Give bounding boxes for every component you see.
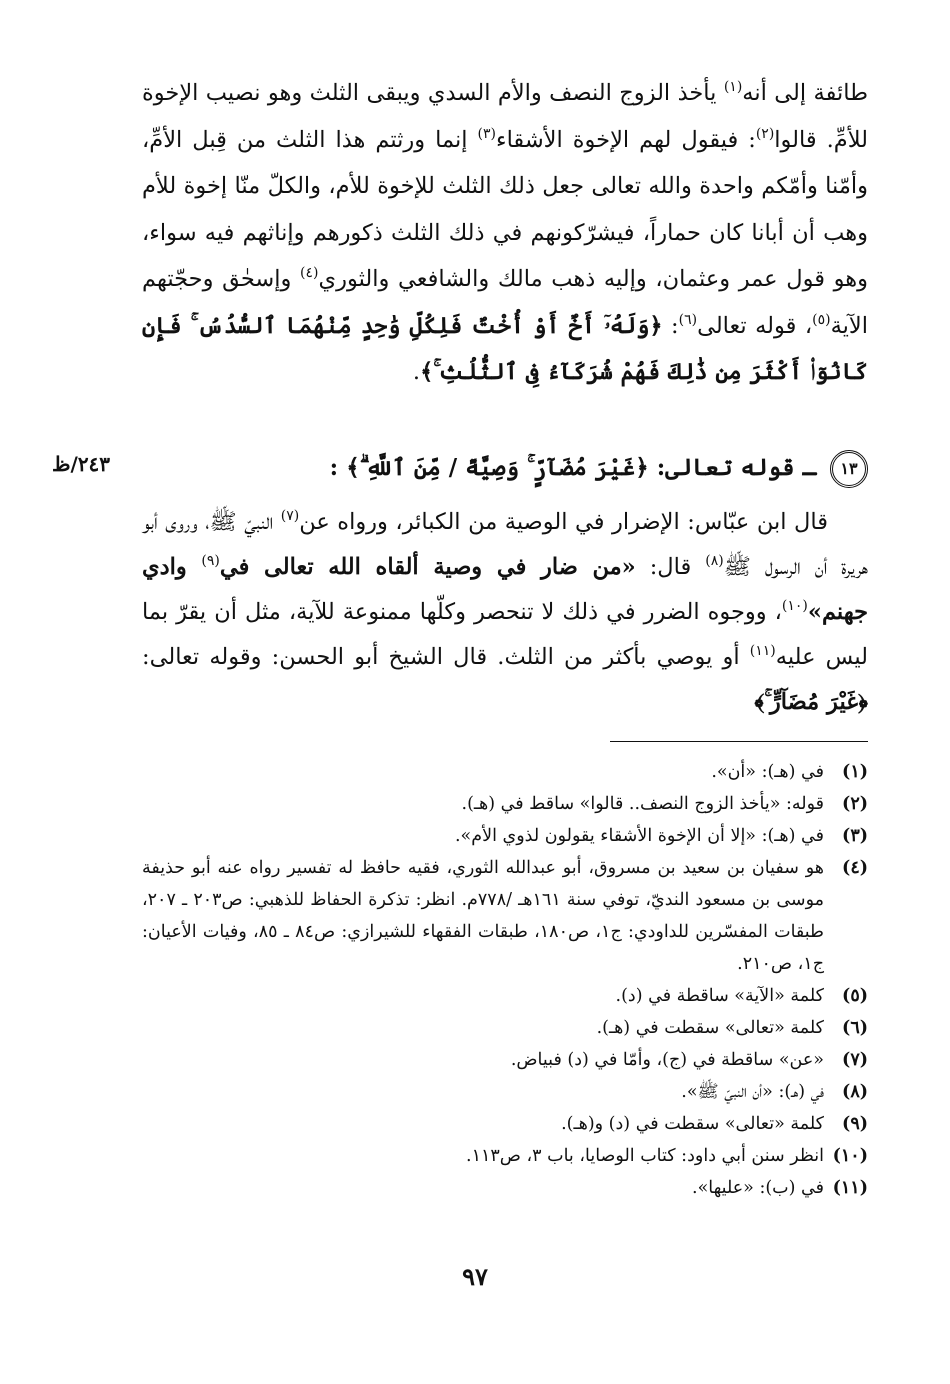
footnote-marker: (٨)	[705, 553, 724, 569]
text-run: أو يوصي بأكثر من الثلث. قال الشيخ أبو الحسن: وقوله تعالى:	[142, 644, 750, 670]
page-number: ٩٧	[462, 1262, 488, 1291]
footnote-number: (٥)	[842, 986, 868, 1006]
footnote-text: هو سفيان بن سعيد بن مسروق، أبو عبدالله الثوري، فقيه حافظ له تفسير رواه عنه أبو حذيفة موسى بن مسعود النديّ، توفي سنة ١٦١هـ /٧٧٨م. انظر: تذكرة الحفاظ للذهبي: ص٢٠٣ ـ ٢٠٧، طبقات المفسّرين للداودي: ج١، ص١٨٠، طبقات الفقهاء للشيرازي: ص٨٤ ـ ٨٥، وفيات الأعيان: ج١، ص٢١٠.	[142, 858, 824, 974]
footnote-item	[142, 980, 868, 1012]
footnote-number: (٦)	[842, 1018, 868, 1038]
footnote-number: (١)	[842, 762, 868, 782]
footnote-number: (٧)	[842, 1050, 868, 1070]
footnote-marker: (٢)	[755, 125, 775, 142]
footnote-item	[142, 1076, 868, 1108]
footnote-marker: (١١)	[749, 643, 776, 659]
text-run: ، قوله تعالى	[697, 312, 813, 339]
text-run: قال:	[635, 554, 706, 580]
footnote-marker: (٤)	[300, 265, 319, 281]
heading-verse: ﴿غَيْرَ مُضَآرٍّ ۚ وَصِيَّةً / مِّنَ ٱللَّهِ ۗ﴾	[346, 454, 649, 481]
footnote-item	[142, 1140, 868, 1172]
footnote-marker: (٣)	[477, 125, 496, 142]
footnote-marker: (١)	[723, 79, 743, 95]
text-run: :	[662, 312, 679, 339]
footnote-marker: (٩)	[201, 553, 220, 569]
quran-verse: ﴿وَلَهُۥٓ أَخٌ أَوْ أُخْتٌ فَلِكُلِّ وَٰحِدٍ مِّنْهُمَا ٱلسُّدُسُ ۚ فَإِن كَانُوٓا۟ أَكْثَرَ مِن ذَٰلِكَ فَهُمْ شُرَكَآءُ فِى ٱلثُّلُثِ ۚ﴾	[142, 312, 868, 385]
commentary-block	[142, 500, 868, 725]
heading-prefix: ـ قوله تعالى:	[648, 454, 816, 481]
footnote-item	[142, 820, 868, 852]
text-run: قال ابن عبّاس: الإضرار في الوصية من الكبائر، ورواه عن	[299, 509, 828, 535]
text-run: : فيقول لهم الإخوة الأشقاء	[496, 126, 756, 153]
footnote-text: كلمة «تعالى» سقطت في (هـ).	[596, 1018, 824, 1038]
footnote-text: في (هـ): «أن النبيّ ﷺ».	[681, 1082, 824, 1102]
quran-verse: ﴿غَيْرَ مُضَآرٍّ ۚ﴾	[754, 689, 868, 715]
footnote-number: (٨)	[842, 1082, 868, 1102]
footnote-text: «عن» ساقطة في (ج)، وأمّا في (د) فبياض.	[510, 1050, 824, 1070]
text-run: .	[412, 359, 421, 385]
section-number-badge: ١٣	[830, 450, 868, 488]
footnote-number: (٣)	[842, 826, 868, 846]
footnote-item	[142, 852, 868, 980]
footnote-text: كلمة «تعالى» سقطت في (د) و(هـ).	[561, 1114, 824, 1134]
footnote-number: (١٠)	[832, 1146, 868, 1166]
paragraph-2	[142, 500, 868, 725]
footnotes-list	[142, 756, 868, 1204]
footnote-marker: (٧)	[280, 508, 300, 524]
section-heading	[142, 448, 868, 488]
footnote-text: قوله: «يأخذ الزوج النصف.. قالوا» ساقط في (هـ).	[461, 794, 824, 814]
main-text-block	[142, 70, 868, 396]
heading-suffix: :	[329, 454, 339, 481]
paragraph-1	[142, 70, 868, 396]
footnote-number: (٤)	[842, 858, 868, 878]
footnote-marker: (٥)	[812, 311, 831, 328]
footnote-item	[142, 756, 868, 788]
footnote-text: في (هـ): «إلا أن الإخوة الأشقاء يقولون لذوي الأم».	[454, 826, 824, 846]
footnote-item	[142, 1012, 868, 1044]
footnote-item	[142, 788, 868, 820]
text-run: ، ووجوه الضرر في ذلك لا تنحصر وكلّها ممنوعة للآية، مثل أن يقرّ بما ليس عليه	[142, 599, 868, 670]
hadith-quote: «من ضار في وصية ألقاه الله تعالى في	[219, 554, 636, 580]
text-run: وإسحٰق وحجّتهم الآية	[142, 266, 868, 339]
footnote-number: (٩)	[842, 1114, 868, 1134]
footnote-separator	[610, 741, 868, 742]
text-run: يأخذ الزوج النصف والأم السدي ويبقى الثلث وهو نصيب الإخوة للأمِّ. قالوا	[142, 80, 868, 153]
footnote-item	[142, 1108, 868, 1140]
footnote-number: (٢)	[842, 794, 868, 814]
footnote-item	[142, 1044, 868, 1076]
footnote-number: (١١)	[832, 1178, 868, 1198]
footnote-text: انظر سنن أبي داود: كتاب الوصايا، باب ٣، ص١١٣.	[466, 1146, 824, 1166]
footnote-item	[142, 1172, 868, 1204]
text-run: إنما ورثتم هذا الثلث من قِبل الأمِّ، وأمّنا وأمّكم واحدة والله تعالى جعل ذلك الثلث للإخوة للأم، والكلّ منّا إخوة للأم وهب أن أبانا كان حماراً، فيشرّكونهم في ذلك الثلث ذكورهم وإناثهم فيه سواء، وهو قول عمر وعثمان، وإليه ذهب مالك والشافعي والثوري	[142, 126, 868, 292]
footnote-text: في (هـ): «أن».	[711, 762, 824, 782]
footnote-text: في (ب): «عليها».	[692, 1178, 824, 1198]
text-run: النبيّ ﷺ، وروى أبو هريرة أن الرسول ﷺ	[142, 509, 869, 580]
footnote-marker: (١٠)	[781, 598, 808, 614]
text-run: طائفة إلى أنه	[742, 80, 869, 106]
hadith-quote: وادي جهنم»	[142, 554, 868, 625]
manuscript-folio-reference: ٢٤٣/ظ	[52, 452, 111, 476]
footnote-marker: (٦)	[678, 311, 698, 328]
footnote-text: كلمة «الآية» ساقطة في (د).	[615, 986, 824, 1006]
